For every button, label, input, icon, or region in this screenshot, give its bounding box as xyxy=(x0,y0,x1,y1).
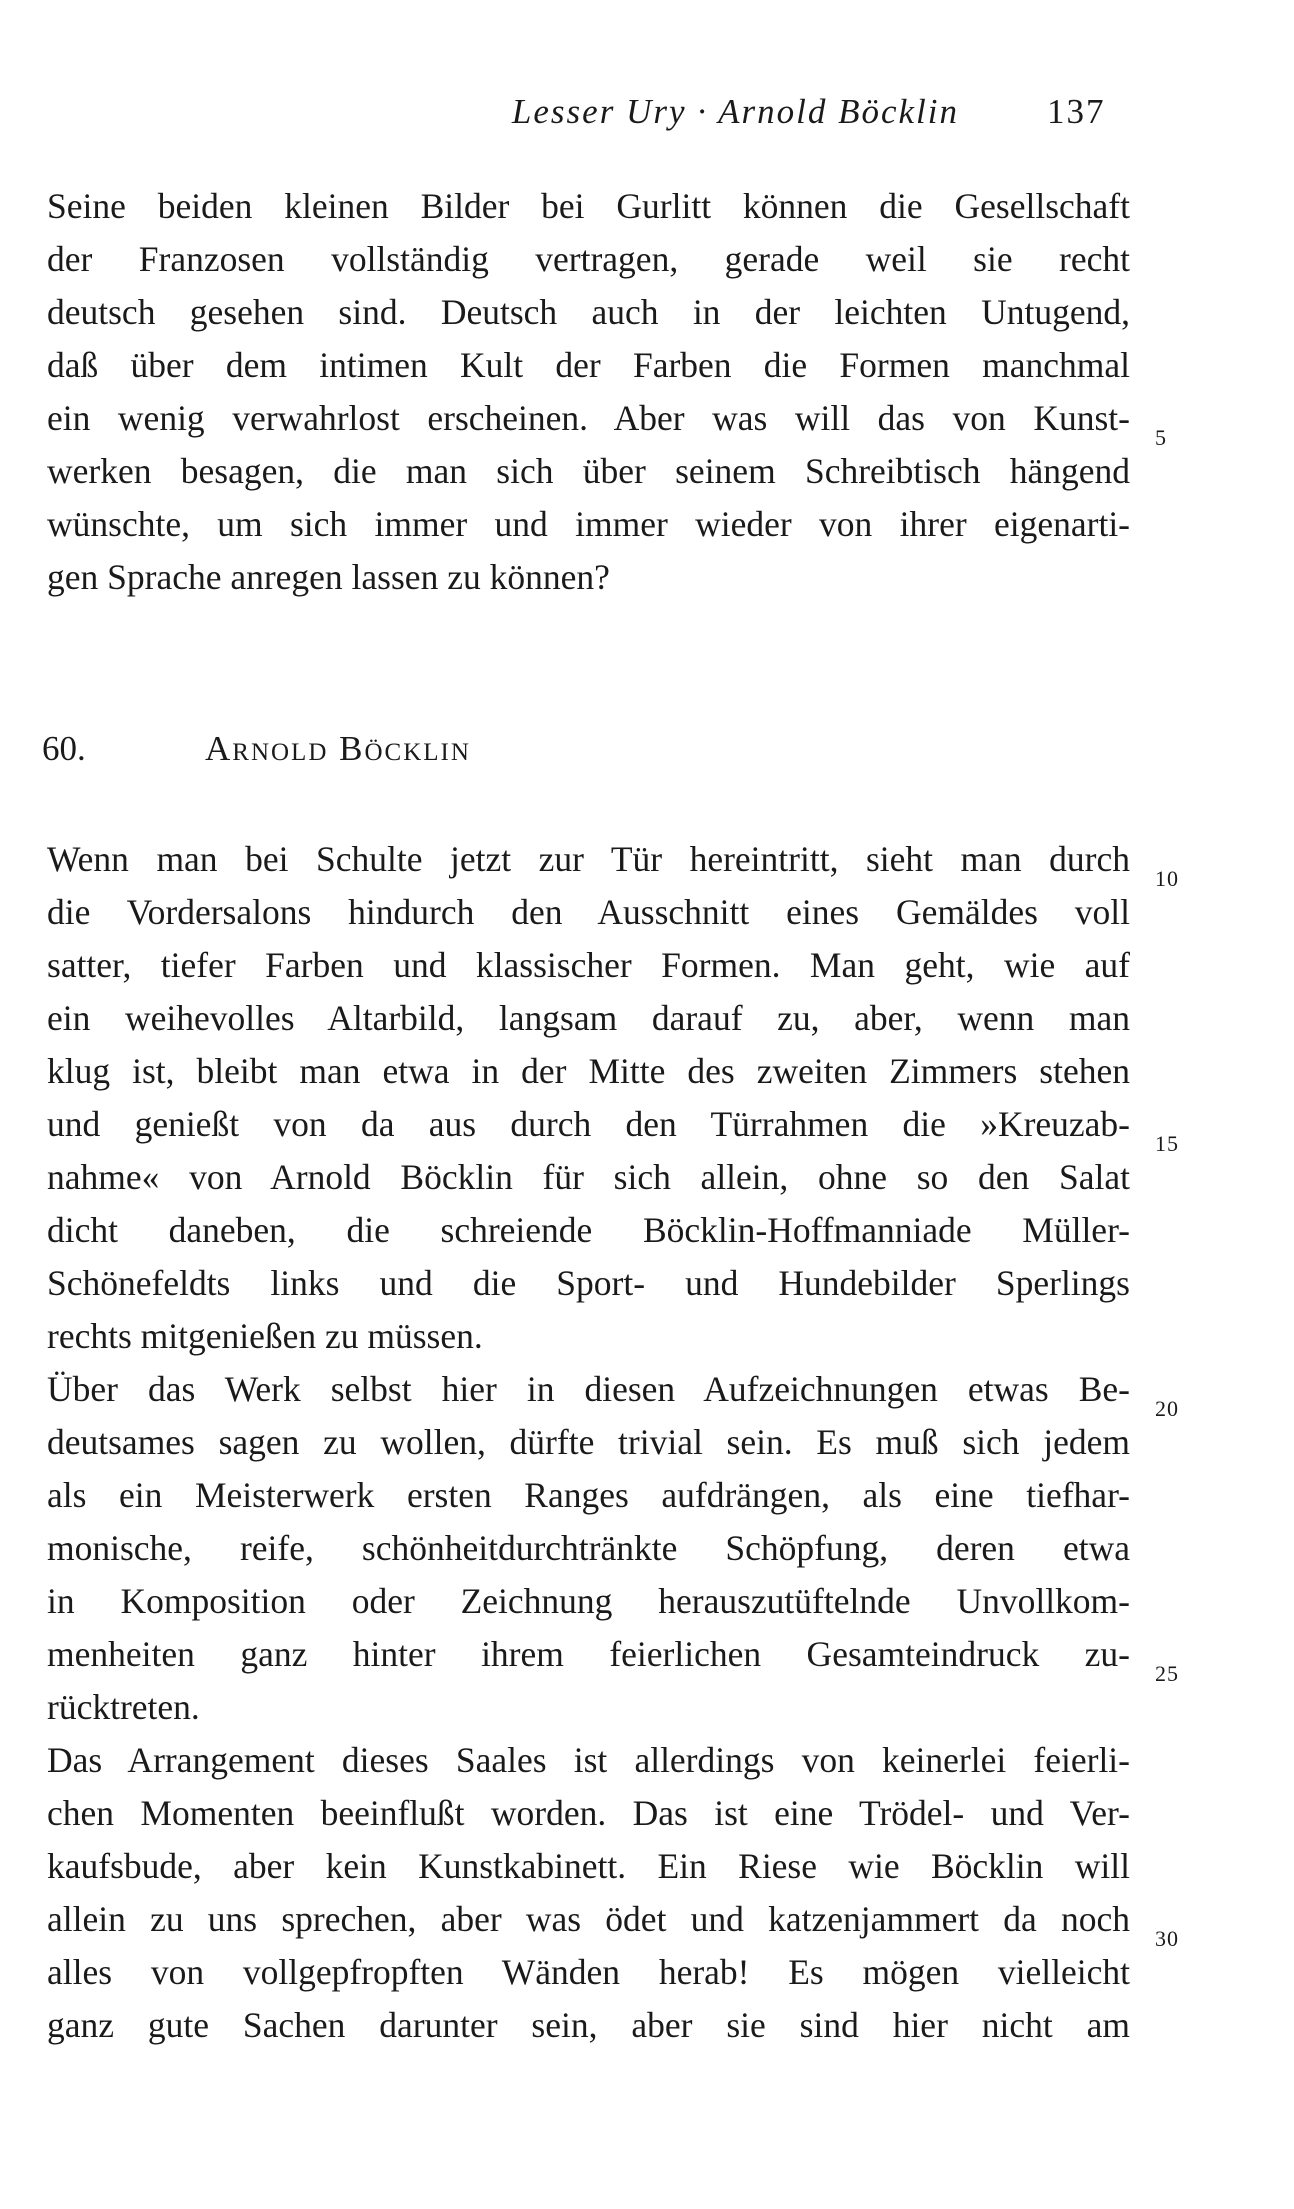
text-line: die Vordersalons hindurch den Ausschnitt eines Gemäldes voll xyxy=(47,892,1130,932)
text-line: chen Momenten beeinflußt worden. Das ist eine Trödel- und Ver- xyxy=(47,1793,1130,1833)
text-line: rücktreten. xyxy=(47,1687,200,1727)
page-number: 137 xyxy=(1047,92,1106,131)
text-line: Seine beiden kleinen Bilder bei Gurlitt können die Gesellschaft xyxy=(47,186,1130,226)
text-line: monische, reife, schönheitdurchtränkte Schöpfung, deren etwa xyxy=(47,1528,1130,1568)
line-number: 10 xyxy=(1155,866,1179,891)
line-number: 15 xyxy=(1155,1131,1179,1156)
text-line: kaufsbude, aber kein Kunstkabinett. Ein Riese wie Böcklin will xyxy=(47,1846,1130,1886)
text-line: ganz gute Sachen darunter sein, aber sie sind hier nicht am xyxy=(47,2005,1130,2045)
text-line: allein zu uns sprechen, aber was ödet und katzenjammert da noch xyxy=(47,1899,1130,1939)
text-line: Über das Werk selbst hier in diesen Aufzeichnungen etwas Be- xyxy=(47,1369,1130,1409)
line-number: 30 xyxy=(1155,1926,1179,1951)
text-line: ein weihevolles Altarbild, langsam darauf zu, aber, wenn man xyxy=(47,998,1130,1038)
text-line: daß über dem intimen Kult der Farben die Formen manchmal xyxy=(47,345,1130,385)
text-line: werken besagen, die man sich über seinem Schreibtisch hängend xyxy=(47,451,1130,491)
text-line: rechts mitgenießen zu müssen. xyxy=(47,1316,483,1356)
section-number: 60. xyxy=(42,729,86,768)
text-line: klug ist, bleibt man etwa in der Mitte des zweiten Zimmers stehen xyxy=(47,1051,1130,1091)
running-title: Lesser Ury · Arnold Böcklin xyxy=(511,92,959,131)
text-line: nahme« von Arnold Böcklin für sich allein, ohne so den Salat xyxy=(47,1157,1130,1197)
text-line: Wenn man bei Schulte jetzt zur Tür hereintritt, sieht man durch xyxy=(47,839,1130,879)
text-line: Das Arrangement dieses Saales ist allerdings von keinerlei feierli- xyxy=(47,1740,1130,1780)
text-line: der Franzosen vollständig vertragen, gerade weil sie recht xyxy=(47,239,1130,279)
text-line: deutsch gesehen sind. Deutsch auch in der leichten Untugend, xyxy=(47,292,1130,332)
text-line: in Komposition oder Zeichnung herauszutüftelnde Unvollkom- xyxy=(47,1581,1130,1621)
line-number: 5 xyxy=(1155,425,1167,450)
running-head xyxy=(0,92,1294,142)
text-line: als ein Meisterwerk ersten Ranges aufdrängen, als eine tiefhar- xyxy=(47,1475,1130,1515)
text-line: alles von vollgepfropften Wänden herab! Es mögen vielleicht xyxy=(47,1952,1130,1992)
text-line: ein wenig verwahrlost erscheinen. Aber was will das von Kunst- xyxy=(47,398,1130,438)
text-line: menheiten ganz hinter ihrem feierlichen Gesamteindruck zu- xyxy=(47,1634,1130,1674)
line-number: 20 xyxy=(1155,1396,1179,1421)
section-title: Arnold Böcklin xyxy=(205,729,471,768)
text-line: Schönefeldts links und die Sport- und Hundebilder Sperlings xyxy=(47,1263,1130,1303)
text-line: deutsames sagen zu wollen, dürfte trivial sein. Es muß sich jedem xyxy=(47,1422,1130,1462)
text-line: und genießt von da aus durch den Türrahmen die »Kreuzab- xyxy=(47,1104,1130,1144)
text-line: dicht daneben, die schreiende Böcklin-Hoffmanniade Müller- xyxy=(47,1210,1130,1250)
text-line: satter, tiefer Farben und klassischer Formen. Man geht, wie auf xyxy=(47,945,1130,985)
text-line: gen Sprache anregen lassen zu können? xyxy=(47,557,610,597)
line-number: 25 xyxy=(1155,1661,1179,1686)
text-line: wünschte, um sich immer und immer wieder von ihrer eigenarti- xyxy=(47,504,1130,544)
